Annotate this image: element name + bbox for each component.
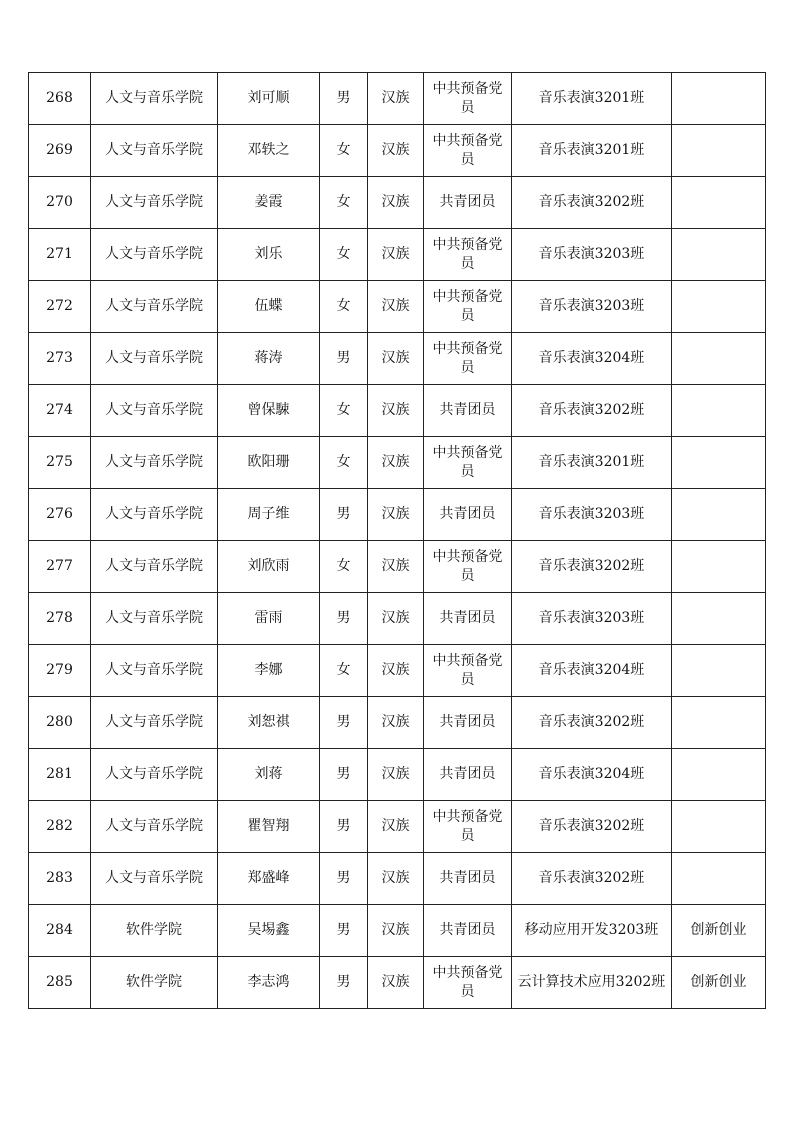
- cell-note: 创新创业: [672, 957, 766, 1009]
- cell-ethnicity: 汉族: [368, 697, 424, 749]
- cell-college: 软件学院: [91, 905, 218, 957]
- cell-college: 人文与音乐学院: [91, 125, 218, 177]
- cell-number: 285: [29, 957, 91, 1009]
- cell-class: 音乐表演3203班: [512, 281, 672, 333]
- cell-gender: 女: [320, 125, 368, 177]
- cell-class: 音乐表演3203班: [512, 593, 672, 645]
- cell-name: 邓轶之: [218, 125, 320, 177]
- cell-class: 音乐表演3202班: [512, 801, 672, 853]
- cell-gender: 男: [320, 489, 368, 541]
- cell-college: 人文与音乐学院: [91, 853, 218, 905]
- cell-number: 273: [29, 333, 91, 385]
- cell-name: 刘乐: [218, 229, 320, 281]
- cell-ethnicity: 汉族: [368, 645, 424, 697]
- cell-college: 人文与音乐学院: [91, 489, 218, 541]
- cell-college: 人文与音乐学院: [91, 749, 218, 801]
- cell-name: 周子维: [218, 489, 320, 541]
- cell-class: 音乐表演3204班: [512, 333, 672, 385]
- table-row: [29, 333, 766, 385]
- cell-college: 人文与音乐学院: [91, 645, 218, 697]
- table-row: [29, 905, 766, 957]
- cell-gender: 女: [320, 229, 368, 281]
- table-row: [29, 957, 766, 1009]
- table-row: [29, 229, 766, 281]
- cell-college: 人文与音乐学院: [91, 697, 218, 749]
- cell-ethnicity: 汉族: [368, 229, 424, 281]
- table-row: [29, 125, 766, 177]
- cell-ethnicity: 汉族: [368, 333, 424, 385]
- cell-political-status: 中共预备党员: [424, 229, 512, 281]
- cell-class: 音乐表演3202班: [512, 853, 672, 905]
- cell-gender: 男: [320, 801, 368, 853]
- cell-ethnicity: 汉族: [368, 437, 424, 489]
- cell-class: 云计算技术应用3202班: [512, 957, 672, 1009]
- cell-note: [672, 541, 766, 593]
- cell-political-status: 中共预备党员: [424, 73, 512, 125]
- cell-ethnicity: 汉族: [368, 385, 424, 437]
- cell-political-status: 共青团员: [424, 853, 512, 905]
- table-body: [29, 73, 766, 1009]
- cell-college: 人文与音乐学院: [91, 281, 218, 333]
- cell-number: 276: [29, 489, 91, 541]
- cell-political-status: 共青团员: [424, 489, 512, 541]
- cell-political-status: 中共预备党员: [424, 957, 512, 1009]
- cell-number: 270: [29, 177, 91, 229]
- cell-college: 人文与音乐学院: [91, 73, 218, 125]
- cell-number: 281: [29, 749, 91, 801]
- cell-political-status: 中共预备党员: [424, 645, 512, 697]
- cell-gender: 男: [320, 697, 368, 749]
- cell-note: [672, 697, 766, 749]
- cell-ethnicity: 汉族: [368, 73, 424, 125]
- cell-college: 人文与音乐学院: [91, 385, 218, 437]
- cell-ethnicity: 汉族: [368, 281, 424, 333]
- student-table: [28, 72, 766, 1009]
- cell-number: 268: [29, 73, 91, 125]
- cell-college: 人文与音乐学院: [91, 541, 218, 593]
- cell-name: 刘蒋: [218, 749, 320, 801]
- cell-number: 283: [29, 853, 91, 905]
- cell-name: 吴埸鑫: [218, 905, 320, 957]
- cell-name: 姜霞: [218, 177, 320, 229]
- cell-political-status: 共青团员: [424, 177, 512, 229]
- cell-gender: 女: [320, 645, 368, 697]
- cell-note: [672, 489, 766, 541]
- cell-number: 275: [29, 437, 91, 489]
- cell-college: 人文与音乐学院: [91, 437, 218, 489]
- cell-name: 蒋涛: [218, 333, 320, 385]
- cell-note: [672, 385, 766, 437]
- cell-name: 欧阳珊: [218, 437, 320, 489]
- cell-name: 雷雨: [218, 593, 320, 645]
- cell-political-status: 共青团员: [424, 385, 512, 437]
- cell-number: 282: [29, 801, 91, 853]
- table-row: [29, 645, 766, 697]
- cell-gender: 女: [320, 177, 368, 229]
- cell-gender: 女: [320, 281, 368, 333]
- cell-name: 曾保駷: [218, 385, 320, 437]
- cell-gender: 男: [320, 853, 368, 905]
- cell-note: [672, 437, 766, 489]
- cell-ethnicity: 汉族: [368, 593, 424, 645]
- cell-note: [672, 801, 766, 853]
- cell-note: [672, 645, 766, 697]
- table-row: [29, 281, 766, 333]
- cell-class: 音乐表演3203班: [512, 489, 672, 541]
- cell-gender: 男: [320, 593, 368, 645]
- cell-note: [672, 73, 766, 125]
- cell-class: 音乐表演3201班: [512, 437, 672, 489]
- cell-class: 音乐表演3204班: [512, 749, 672, 801]
- cell-ethnicity: 汉族: [368, 853, 424, 905]
- cell-number: 280: [29, 697, 91, 749]
- cell-political-status: 共青团员: [424, 905, 512, 957]
- cell-gender: 女: [320, 541, 368, 593]
- cell-class: 音乐表演3204班: [512, 645, 672, 697]
- cell-name: 刘欣雨: [218, 541, 320, 593]
- cell-gender: 男: [320, 333, 368, 385]
- cell-class: 音乐表演3201班: [512, 73, 672, 125]
- cell-political-status: 中共预备党员: [424, 125, 512, 177]
- cell-name: 刘可顺: [218, 73, 320, 125]
- cell-note: [672, 853, 766, 905]
- cell-political-status: 共青团员: [424, 697, 512, 749]
- cell-ethnicity: 汉族: [368, 177, 424, 229]
- cell-ethnicity: 汉族: [368, 489, 424, 541]
- cell-number: 277: [29, 541, 91, 593]
- cell-college: 软件学院: [91, 957, 218, 1009]
- cell-name: 刘恕祺: [218, 697, 320, 749]
- cell-note: [672, 593, 766, 645]
- cell-number: 278: [29, 593, 91, 645]
- cell-number: 271: [29, 229, 91, 281]
- cell-ethnicity: 汉族: [368, 125, 424, 177]
- cell-class: 音乐表演3202班: [512, 385, 672, 437]
- cell-note: [672, 281, 766, 333]
- cell-note: [672, 333, 766, 385]
- cell-class: 音乐表演3203班: [512, 229, 672, 281]
- table-row: [29, 697, 766, 749]
- cell-college: 人文与音乐学院: [91, 229, 218, 281]
- table-row: [29, 73, 766, 125]
- cell-political-status: 共青团员: [424, 749, 512, 801]
- cell-ethnicity: 汉族: [368, 957, 424, 1009]
- cell-number: 272: [29, 281, 91, 333]
- cell-gender: 男: [320, 905, 368, 957]
- cell-political-status: 中共预备党员: [424, 281, 512, 333]
- cell-name: 郑盛峰: [218, 853, 320, 905]
- cell-ethnicity: 汉族: [368, 541, 424, 593]
- cell-class: 音乐表演3202班: [512, 177, 672, 229]
- cell-gender: 女: [320, 437, 368, 489]
- cell-class: 移动应用开发3203班: [512, 905, 672, 957]
- cell-gender: 女: [320, 385, 368, 437]
- cell-college: 人文与音乐学院: [91, 333, 218, 385]
- table-row: [29, 177, 766, 229]
- cell-political-status: 中共预备党员: [424, 437, 512, 489]
- cell-note: [672, 749, 766, 801]
- cell-number: 284: [29, 905, 91, 957]
- cell-college: 人文与音乐学院: [91, 177, 218, 229]
- cell-class: 音乐表演3202班: [512, 541, 672, 593]
- table-row: [29, 541, 766, 593]
- cell-ethnicity: 汉族: [368, 749, 424, 801]
- table-row: [29, 853, 766, 905]
- cell-political-status: 共青团员: [424, 593, 512, 645]
- table-row: [29, 437, 766, 489]
- cell-class: 音乐表演3202班: [512, 697, 672, 749]
- cell-class: 音乐表演3201班: [512, 125, 672, 177]
- cell-ethnicity: 汉族: [368, 905, 424, 957]
- table-row: [29, 749, 766, 801]
- cell-college: 人文与音乐学院: [91, 593, 218, 645]
- cell-name: 瞿智翔: [218, 801, 320, 853]
- cell-college: 人文与音乐学院: [91, 801, 218, 853]
- cell-note: [672, 177, 766, 229]
- table-row: [29, 593, 766, 645]
- table-row: [29, 489, 766, 541]
- cell-number: 274: [29, 385, 91, 437]
- cell-note: [672, 125, 766, 177]
- cell-note: [672, 229, 766, 281]
- cell-gender: 男: [320, 73, 368, 125]
- cell-name: 李志鸿: [218, 957, 320, 1009]
- cell-name: 李娜: [218, 645, 320, 697]
- cell-gender: 男: [320, 749, 368, 801]
- cell-note: 创新创业: [672, 905, 766, 957]
- table-row: [29, 801, 766, 853]
- table-row: [29, 385, 766, 437]
- cell-number: 269: [29, 125, 91, 177]
- cell-gender: 男: [320, 957, 368, 1009]
- cell-political-status: 中共预备党员: [424, 541, 512, 593]
- cell-ethnicity: 汉族: [368, 801, 424, 853]
- cell-name: 伍蝶: [218, 281, 320, 333]
- cell-political-status: 中共预备党员: [424, 801, 512, 853]
- cell-number: 279: [29, 645, 91, 697]
- cell-political-status: 中共预备党员: [424, 333, 512, 385]
